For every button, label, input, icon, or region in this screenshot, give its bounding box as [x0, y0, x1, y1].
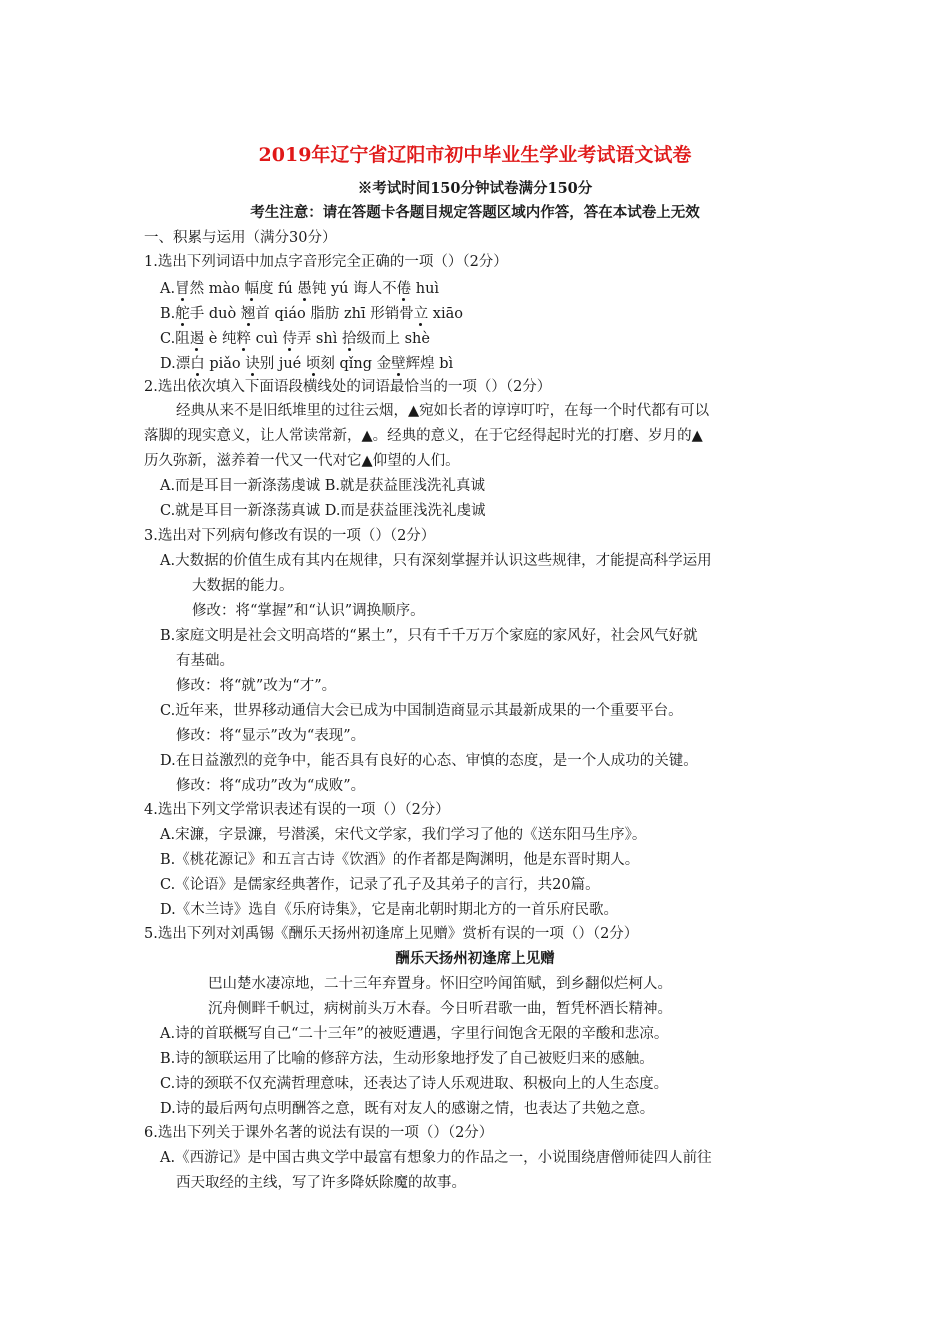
- question-3-stem: 3.选出对下列病句修改有误的一项（）（2分）: [144, 528, 436, 544]
- question-2-options-ab: A.而是耳目一新涤荡虔诚 B.就是获益匪浅洗礼真诚: [160, 478, 485, 494]
- question-3-option-b-cont: 有基础。: [176, 653, 234, 669]
- poem-title: 酬乐天扬州初逢席上见赠: [395, 950, 555, 967]
- question-3-option-b: B.家庭文明是社会文明高塔的“累土”，只有千千万万个家庭的家风好，社会风气好就: [160, 628, 698, 644]
- question-5-option-a: A.诗的首联概写自己“二十三年”的被贬遭遇，字里行间饱含无限的辛酸和悲凉。: [160, 1026, 669, 1042]
- question-2-passage-line: 落脚的现实意义，让人常读常新，▲。经典的意义，在于它经得起时光的打磨、岁月的▲: [144, 428, 703, 444]
- exam-notice: 考生注意：请在答题卡各题目规定答题区域内作答，答在本试卷上无效: [250, 204, 700, 221]
- question-1-stem: 1.选出下列词语中加点字音形完全正确的一项（）（2分）: [144, 254, 508, 270]
- question-5-option-c: C.诗的颈联不仅充满哲理意味，还表达了诗人乐观进取、积极向上的人生态度。: [160, 1076, 669, 1092]
- exam-title: 2019年辽宁省辽阳市初中毕业生学业考试语文试卷: [258, 144, 692, 166]
- question-4-option-a: A.宋濂，字景濂，号潜溪，宋代文学家，我们学习了他的《送东阳马生序》。: [160, 827, 647, 843]
- question-1-option-b: B.舵手 duò 翘首 qiáo 脂肪 zhī 形销骨立 xiāo: [160, 306, 464, 322]
- question-3-option-d: D.在日益激烈的竞争中，能否具有良好的心态、审慎的态度，是一个人成功的关键。: [160, 753, 698, 769]
- question-3-option-b-fix: 修改：将“就”改为“才”。: [176, 678, 337, 694]
- question-3-option-a: A.大数据的价值生成有其内在规律，只有深刻掌握并认识这些规律，才能提高科学运用: [160, 553, 712, 569]
- question-4-option-c: C.《论语》是儒家经典著作，记录了孔子及其弟子的言行，共20篇。: [160, 877, 600, 893]
- question-3-option-d-fix: 修改：将“成功”改为“成败”。: [176, 778, 366, 794]
- question-4-stem: 4.选出下列文学常识表述有误的一项（）（2分）: [144, 802, 450, 818]
- question-1-option-a: A.冒然 mào 幅度 fú 愚钝 yú 诲人不倦 huì: [160, 281, 440, 297]
- question-3-option-a-cont: 大数据的能力。: [192, 578, 294, 594]
- question-4-option-d: D.《木兰诗》选自《乐府诗集》，它是南北朝时期北方的一首乐府民歌。: [160, 902, 618, 918]
- question-3-option-c-fix: 修改：将“显示”改为“表现”。: [176, 728, 366, 744]
- question-6-stem: 6.选出下列关于课外名著的说法有误的一项（）（2分）: [144, 1125, 494, 1141]
- question-3-option-a-fix: 修改：将“掌握”和“认识”调换顺序。: [192, 603, 425, 619]
- exam-subtitle: ※考试时间150分钟试卷满分150分: [357, 180, 593, 197]
- section-heading: 一、积累与运用（满分30分）: [144, 230, 337, 246]
- question-3-option-c: C.近年来，世界移动通信大会已成为中国制造商显示其最新成果的一个重要平台。: [160, 703, 683, 719]
- question-1-option-c: C.阻遏 è 纯粹 cuì 侍弄 shì 拾级而上 shè: [160, 331, 430, 347]
- question-5-option-d: D.诗的最后两句点明酬答之意，既有对友人的感谢之情，也表达了共勉之意。: [160, 1101, 655, 1117]
- question-5-option-b: B.诗的颔联运用了比喻的修辞方法，生动形象地抒发了自己被贬归来的感触。: [160, 1051, 654, 1067]
- poem-line: 沉舟侧畔千帆过，病树前头万木春。今日听君歌一曲，暂凭杯酒长精神。: [208, 1001, 672, 1017]
- poem-line: 巴山楚水凄凉地，二十三年弃置身。怀旧空吟闻笛赋，到乡翻似烂柯人。: [208, 976, 672, 992]
- question-4-option-b: B.《桃花源记》和五言古诗《饮酒》的作者都是陶渊明，他是东晋时期人。: [160, 852, 640, 868]
- question-2-passage-line: 经典从来不是旧纸堆里的过往云烟，▲宛如长者的谆谆叮咛，在每一个时代都有可以: [176, 403, 710, 419]
- question-6-option-a: A.《西游记》是中国古典文学中最富有想象力的作品之一，小说围绕唐僧师徒四人前往: [160, 1150, 712, 1166]
- question-6-option-a-cont: 西天取经的主线，写了许多降妖除魔的故事。: [176, 1175, 466, 1191]
- question-2-options-cd: C.就是耳目一新涤荡真诚 D.而是获益匪浅洗礼虔诚: [160, 503, 486, 519]
- question-1-option-d: D.漂白 piǎo 诀别 jué 顷刻 qǐng 金壁辉煌 bì: [160, 356, 454, 372]
- question-2-passage-line: 历久弥新，滋养着一代又一代对它▲仰望的人们。: [144, 453, 460, 469]
- question-2-stem: 2.选出依次填入下面语段横线处的词语最恰当的一项（）（2分）: [144, 379, 552, 395]
- question-5-stem: 5.选出下列对刘禹锡《酬乐天扬州初逢席上见赠》赏析有误的一项（）（2分）: [144, 926, 639, 942]
